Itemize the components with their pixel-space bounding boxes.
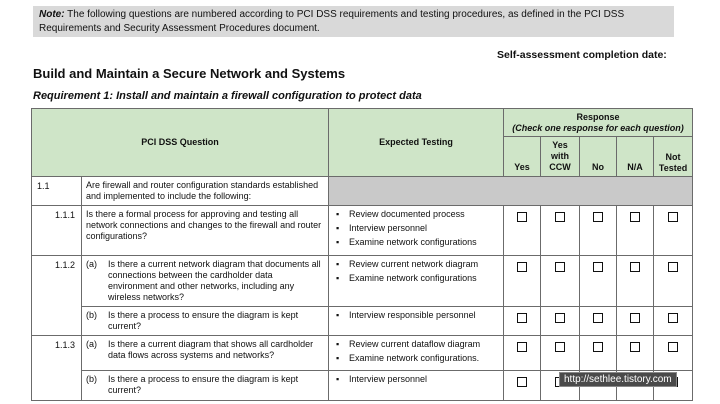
not-tested-cell [654,307,693,336]
yes-ccw-checkbox[interactable] [555,313,565,323]
testing-list-cell [329,336,504,371]
yes-cell [504,307,541,336]
yes-checkbox[interactable] [517,212,527,222]
no-cell [580,307,617,336]
question-cell [82,307,329,336]
no-header [580,137,617,177]
question-letter: (a) [86,259,97,269]
yes-cell [504,206,541,256]
na-checkbox[interactable] [630,313,640,323]
na-header-label: N/A [627,162,643,172]
yes-ccw-cell [541,336,580,371]
testing-header: Expected Testing [329,109,504,177]
testing-list-cell [329,206,504,256]
question-text: Is there a process to ensure the diagram is kept current? [108,310,299,331]
table-row [32,206,693,256]
na-header [617,137,654,177]
not-tested-cell [654,256,693,307]
question-letter: (a) [86,339,97,349]
yes-ccw-checkbox[interactable] [555,212,565,222]
yes-cell [504,371,541,401]
watermark: http://sethlee.tistory.com [559,372,677,387]
not-tested-checkbox[interactable] [668,342,678,352]
row-number: 1.1.3 [32,336,82,401]
na-cell [617,256,654,307]
yes-ccw-checkbox[interactable] [555,342,565,352]
no-header-label: No [592,162,605,172]
yes-ccw-cell [541,256,580,307]
testing-item: ▪ Examine network configurations [333,237,499,248]
completion-date-label: Self-assessment completion date: [497,49,667,61]
testing-item: ▪ Review current dataflow diagram [333,339,499,350]
na-checkbox[interactable] [630,212,640,222]
section-title: Build and Maintain a Secure Network and Systems [33,66,346,81]
not-tested-cell [654,336,693,371]
row-number: 1.1 [32,177,82,206]
yes-ccw-line3: CCW [549,162,571,172]
na-cell [617,307,654,336]
table-row [32,307,693,336]
testing-item: ▪ Examine network configurations [333,273,499,284]
row-number: 1.1.2 [32,256,82,336]
na-checkbox[interactable] [630,342,640,352]
na-cell [617,206,654,256]
yes-header-label: Yes [514,162,530,172]
testing-item: ▪ Review documented process [333,209,499,220]
na-cell [617,336,654,371]
response-subtitle: (Check one response for each question) [512,122,684,133]
no-cell [580,336,617,371]
no-checkbox[interactable] [593,212,603,222]
testing-item: ▪ Interview responsible personnel [333,310,499,321]
note-prefix: Note: [39,9,65,20]
not-tested-line2: Tested [658,163,688,173]
question-header: PCI DSS Question [32,109,329,177]
testing-item: ▪ Interview personnel [333,374,499,385]
yes-cell [504,256,541,307]
not-tested-header [654,137,693,177]
not-tested-checkbox[interactable] [668,262,678,272]
question-cell [82,256,329,307]
yes-ccw-cell [541,307,580,336]
testing-list-cell [329,371,504,401]
yes-header [504,137,541,177]
table-row [32,256,693,307]
yes-ccw-header [541,137,580,177]
yes-ccw-line2: with [551,151,570,161]
question-letter: (b) [86,374,97,384]
question-cell [82,336,329,371]
no-cell [580,206,617,256]
requirement-title: Requirement 1: Install and maintain a firewall configuration to protect data [33,90,422,102]
no-checkbox[interactable] [593,262,603,272]
note-box [33,6,674,37]
yes-checkbox[interactable] [517,262,527,272]
question-text: Are firewall and router configuration standards established and implemented to include the following: [82,177,329,206]
not-tested-cell [654,206,693,256]
yes-ccw-cell [541,206,580,256]
table-row [32,177,693,206]
question-text: Is there a current network diagram that documents all connections between the cardholder data environment and other networks, including any wireless networks? [108,259,321,302]
yes-ccw-checkbox[interactable] [555,262,565,272]
yes-checkbox[interactable] [517,377,527,387]
response-header [504,109,693,137]
no-checkbox[interactable] [593,313,603,323]
not-tested-line1: Not [665,152,681,162]
not-tested-checkbox[interactable] [668,313,678,323]
testing-item: ▪ Examine network configurations. [333,353,499,364]
not-tested-checkbox[interactable] [668,212,678,222]
testing-list-cell [329,256,504,307]
yes-checkbox[interactable] [517,342,527,352]
testing-item: ▪ Review current network diagram [333,259,499,270]
questionnaire-table [31,108,693,401]
question-letter: (b) [86,310,97,320]
testing-item: ▪ Interview personnel [333,223,499,234]
testing-list-cell [329,307,504,336]
question-text: Is there a process to ensure the diagram is kept current? [108,374,299,395]
row-number: 1.1.1 [32,206,82,256]
no-cell [580,256,617,307]
na-checkbox[interactable] [630,262,640,272]
question-text: Is there a formal process for approving and testing all network connections and changes to the firewall and router configurations? [82,206,329,256]
yes-cell [504,336,541,371]
question-text: Is there a current diagram that shows all cardholder data flows across systems and networks? [108,339,314,360]
response-title: Response [576,111,620,122]
yes-checkbox[interactable] [517,313,527,323]
no-checkbox[interactable] [593,342,603,352]
grey-fill [329,177,693,206]
question-cell [82,371,329,401]
table-row [32,336,693,371]
yes-ccw-line1: Yes [552,140,568,150]
note-text: The following questions are numbered according to PCI DSS requirements and testing procedures, as defined in the PCI DSS Requirements and Security Assessment Procedures document. [39,9,625,34]
